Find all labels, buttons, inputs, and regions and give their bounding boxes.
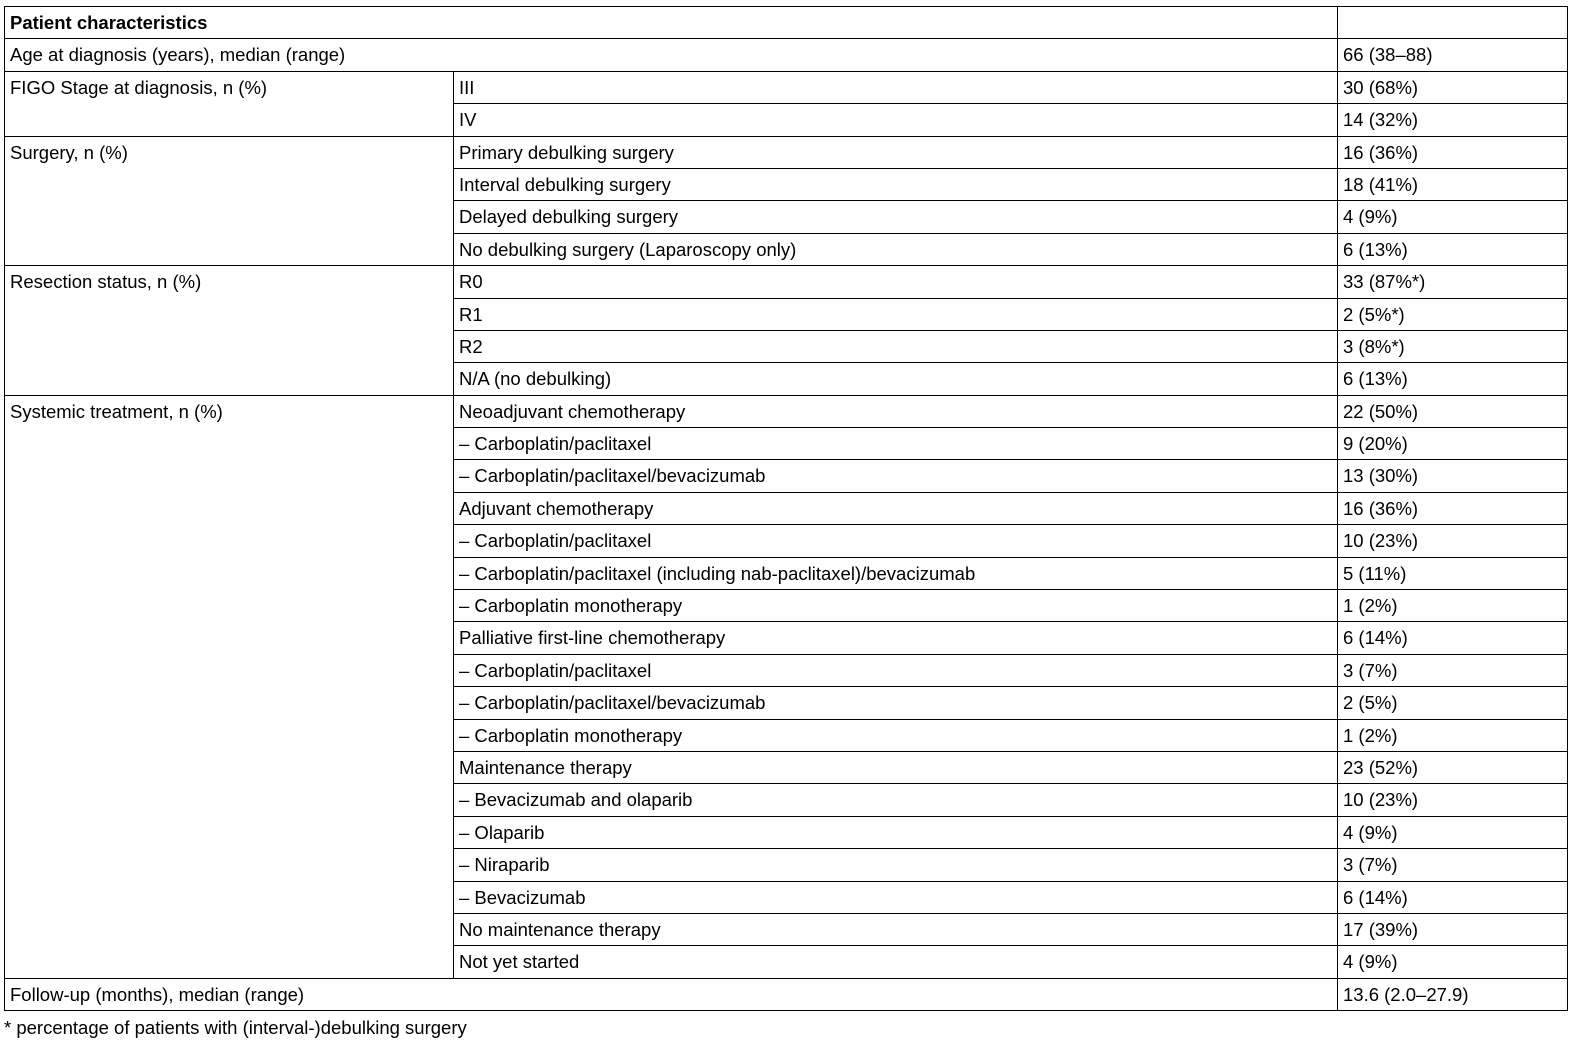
table-sub-label: – Bevacizumab and olaparib bbox=[454, 784, 1338, 816]
table-value: 3 (8%*) bbox=[1338, 330, 1568, 362]
followup-label: Follow-up (months), median (range) bbox=[5, 978, 1338, 1010]
table-value: 18 (41%) bbox=[1338, 168, 1568, 200]
followup-value: 13.6 (2.0–27.9) bbox=[1338, 978, 1568, 1010]
table-row-followup bbox=[5, 978, 1568, 1010]
table-sub-label: No maintenance therapy bbox=[454, 913, 1338, 945]
patient-characteristics-table bbox=[4, 6, 1568, 1011]
table-sub-label: – Carboplatin monotherapy bbox=[454, 590, 1338, 622]
table-value: 23 (52%) bbox=[1338, 751, 1568, 783]
table-value: 3 (7%) bbox=[1338, 654, 1568, 686]
age-label: Age at diagnosis (years), median (range) bbox=[5, 39, 1338, 71]
table-value: 2 (5%*) bbox=[1338, 298, 1568, 330]
table-value: 33 (87%*) bbox=[1338, 266, 1568, 298]
table-sub-label: Interval debulking surgery bbox=[454, 168, 1338, 200]
table-sub-label: No debulking surgery (Laparoscopy only) bbox=[454, 233, 1338, 265]
table-value: 1 (2%) bbox=[1338, 719, 1568, 751]
systemic-group-label: Systemic treatment, n (%) bbox=[5, 395, 454, 978]
surgery-group-label: Surgery, n (%) bbox=[5, 136, 454, 266]
table-value: 9 (20%) bbox=[1338, 428, 1568, 460]
table-sub-label: Not yet started bbox=[454, 946, 1338, 978]
table-value: 17 (39%) bbox=[1338, 913, 1568, 945]
table-sub-label: – Niraparib bbox=[454, 849, 1338, 881]
table-value: 6 (13%) bbox=[1338, 363, 1568, 395]
table-body bbox=[5, 7, 1568, 1011]
table-sub-label: – Bevacizumab bbox=[454, 881, 1338, 913]
table-value: 4 (9%) bbox=[1338, 946, 1568, 978]
table-sub-label: Delayed debulking surgery bbox=[454, 201, 1338, 233]
table-sub-label: – Carboplatin/paclitaxel bbox=[454, 428, 1338, 460]
table-sub-label: IV bbox=[454, 104, 1338, 136]
table-sub-label: – Olaparib bbox=[454, 816, 1338, 848]
table-value: 4 (9%) bbox=[1338, 201, 1568, 233]
table-value: 16 (36%) bbox=[1338, 136, 1568, 168]
table-sub-label: R2 bbox=[454, 330, 1338, 362]
resection-group-label: Resection status, n (%) bbox=[5, 266, 454, 396]
table-sub-label: III bbox=[454, 71, 1338, 103]
table-sub-label: – Carboplatin/paclitaxel/bevacizumab bbox=[454, 687, 1338, 719]
table-row-age bbox=[5, 39, 1568, 71]
table-value: 4 (9%) bbox=[1338, 816, 1568, 848]
table-header-row bbox=[5, 7, 1568, 39]
table-sub-label: Palliative first-line chemotherapy bbox=[454, 622, 1338, 654]
table-sub-label: R1 bbox=[454, 298, 1338, 330]
table-value: 14 (32%) bbox=[1338, 104, 1568, 136]
table-value: 6 (14%) bbox=[1338, 881, 1568, 913]
table-sub-label: – Carboplatin/paclitaxel bbox=[454, 525, 1338, 557]
table-value: 2 (5%) bbox=[1338, 687, 1568, 719]
table-row bbox=[5, 266, 1568, 298]
table-value: 10 (23%) bbox=[1338, 525, 1568, 557]
table-value: 6 (14%) bbox=[1338, 622, 1568, 654]
patient-characteristics-table-container bbox=[4, 6, 1568, 1011]
table-sub-label: Adjuvant chemotherapy bbox=[454, 492, 1338, 524]
table-value: 6 (13%) bbox=[1338, 233, 1568, 265]
table-sub-label: N/A (no debulking) bbox=[454, 363, 1338, 395]
age-value: 66 (38–88) bbox=[1338, 39, 1568, 71]
table-sub-label: – Carboplatin/paclitaxel/bevacizumab bbox=[454, 460, 1338, 492]
table-sub-label: Neoadjuvant chemotherapy bbox=[454, 395, 1338, 427]
header-value bbox=[1338, 7, 1568, 39]
table-footnote: * percentage of patients with (interval-)debulking surgery bbox=[4, 1017, 467, 1038]
table-value: 10 (23%) bbox=[1338, 784, 1568, 816]
table-sub-label: R0 bbox=[454, 266, 1338, 298]
table-value: 13 (30%) bbox=[1338, 460, 1568, 492]
table-row bbox=[5, 71, 1568, 103]
table-sub-label: Maintenance therapy bbox=[454, 751, 1338, 783]
table-value: 3 (7%) bbox=[1338, 849, 1568, 881]
table-value: 30 (68%) bbox=[1338, 71, 1568, 103]
table-sub-label: – Carboplatin monotherapy bbox=[454, 719, 1338, 751]
table-value: 22 (50%) bbox=[1338, 395, 1568, 427]
table-row bbox=[5, 136, 1568, 168]
table-value: 1 (2%) bbox=[1338, 590, 1568, 622]
header-label: Patient characteristics bbox=[5, 7, 1338, 39]
table-sub-label: Primary debulking surgery bbox=[454, 136, 1338, 168]
table-value: 5 (11%) bbox=[1338, 557, 1568, 589]
table-row bbox=[5, 395, 1568, 427]
table-sub-label: – Carboplatin/paclitaxel bbox=[454, 654, 1338, 686]
table-value: 16 (36%) bbox=[1338, 492, 1568, 524]
figo-group-label: FIGO Stage at diagnosis, n (%) bbox=[5, 71, 454, 136]
table-sub-label: – Carboplatin/paclitaxel (including nab-paclitaxel)/bevacizumab bbox=[454, 557, 1338, 589]
